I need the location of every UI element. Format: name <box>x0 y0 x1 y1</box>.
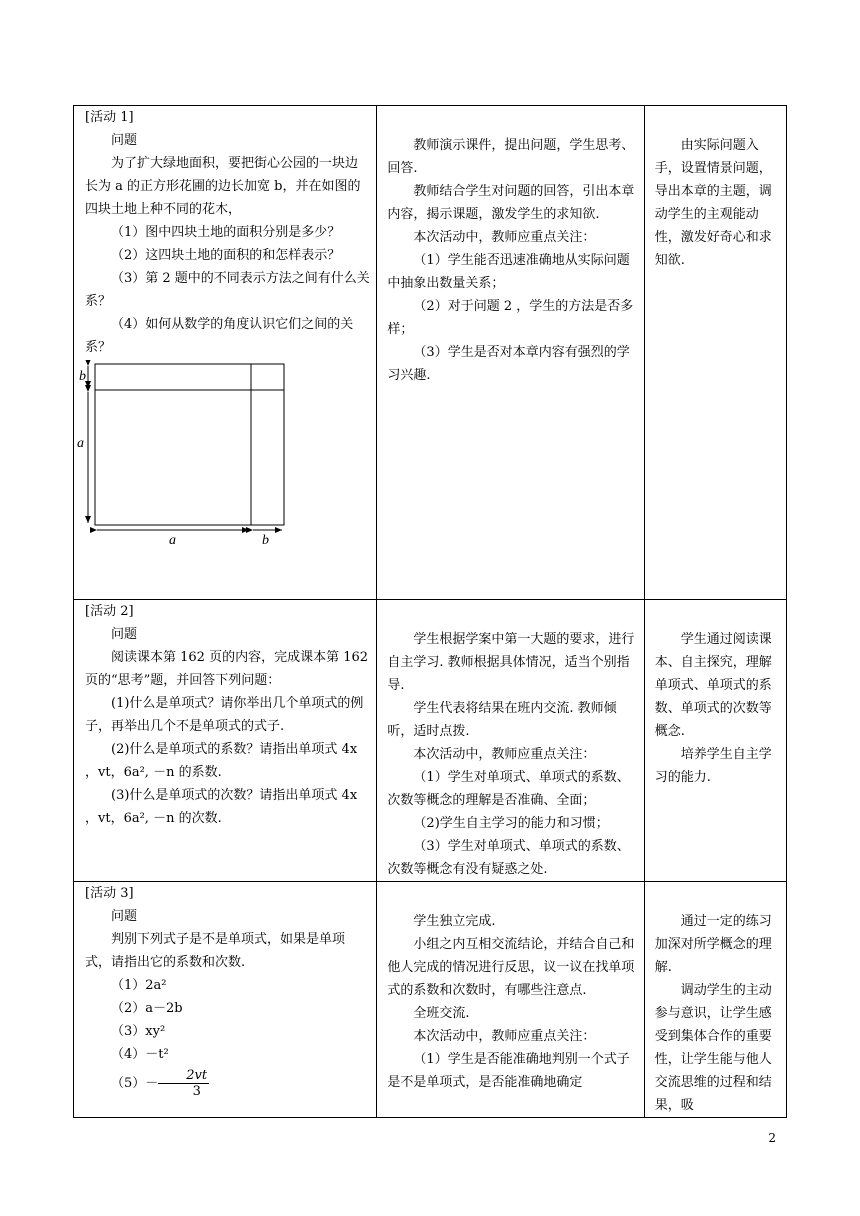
activity-1-left-cell <box>74 106 377 600</box>
activity-2-teacher-3: 本次活动中，教师应重点关注： <box>413 747 596 762</box>
activity-1-tag: [活动 1] <box>85 110 134 125</box>
activity-3-question-text: 判别下列式子是不是单项式，如果是单项式，请指出它的系数和次数. <box>85 932 346 970</box>
fraction-numerator: 2vt <box>158 1068 209 1084</box>
activity-3-teacher-5: （1）学生是否能准确地判别一个式子是不是单项式，是否能准确地确定 <box>387 1052 630 1090</box>
activity-3-item-1: （1）2a² <box>111 978 167 993</box>
activity-3-tag: [活动 3] <box>85 886 134 901</box>
activity-1-intent: 由实际问题入手，设置情景问题，导出本章的主题，调动学生的主观能动性，激发好奇心和求知欲. <box>654 138 772 268</box>
activity-2-right-cell <box>644 600 786 882</box>
activity-1-question-1: （1）图中四块土地的面积分别是多少？ <box>111 225 341 240</box>
activity-3-teacher-3: 全班交流. <box>413 1006 470 1021</box>
activity-row-3 <box>74 882 787 1118</box>
lesson-table <box>73 105 787 1118</box>
activity-2-middle-cell <box>377 600 644 882</box>
activity-2-question-heading: 问题 <box>111 627 138 642</box>
activity-3-right-cell <box>644 882 786 1118</box>
activity-1-question-2: （2）这四块土地的面积的和怎样表示？ <box>111 248 341 263</box>
activity-2-question-1: (1)什么是单项式？请你举出几个单项式的例子，再举出几个不是单项式的式子. <box>85 696 364 734</box>
activity-1-teacher-3: 本次活动中，教师应重点关注： <box>413 230 596 245</box>
activity-3-teacher-4: 本次活动中，教师应重点关注： <box>413 1029 596 1044</box>
activity-1-teacher-5: （2）对于问题 2 ，学生的方法是否多样； <box>387 299 634 337</box>
activity-2-question-3: (3)什么是单项式的次数？请指出单项式 4x ，vt，6a², －n 的次数. <box>85 788 358 826</box>
activity-2-left-cell <box>74 600 377 882</box>
activity-3-question-heading: 问题 <box>111 909 138 924</box>
activity-3-item-4: （4）－t² <box>111 1047 169 1062</box>
square-garden-figure <box>74 360 294 545</box>
activity-2-question-2: (2)什么是单项式的系数？请指出单项式 4x ，vt，6a², －n 的系数. <box>85 742 358 780</box>
activity-1-middle-cell <box>377 106 644 600</box>
activity-2-intent-2: 培养学生自主学习的能力. <box>654 747 772 785</box>
fraction-denominator: 3 <box>192 1084 201 1099</box>
activity-2-intent-1: 学生通过阅读课本、自主探究，理解单项式、单项式的系数、单项式的次数等概念. <box>654 632 772 739</box>
activity-1-question-4: （4）如何从数学的角度认识它们之间的关系？ <box>85 317 354 355</box>
activity-1-teacher-1: 教师演示课件，提出问题，学生思考、回答. <box>387 138 635 176</box>
label-b-bottom: b <box>262 533 269 545</box>
activity-1-question-text: 为了扩大绿地面积，要把街心公园的一块边长为 a 的正方形花圃的边长加宽 b，并在如图的四块土地上种不同的花木， <box>85 156 361 217</box>
activity-1-teacher-4: （1）学生能否迅速准确地从实际问题中抽象出数量关系； <box>387 253 630 291</box>
activity-2-teacher-1: 学生根据学案中第一大题的要求，进行自主学习. 教师根据具体情况，适当个别指导. <box>387 632 635 693</box>
activity-1-question-heading: 问题 <box>111 133 138 148</box>
label-a-bottom: a <box>169 533 176 545</box>
activity-1-teacher-6: （3）学生是否对本章内容有强烈的学习兴趣. <box>387 345 630 383</box>
activity-1-right-cell <box>644 106 786 600</box>
activity-2-question-text: 阅读课本第 162 页的内容，完成课本第 162 页的“思考”题，并回答下列问题： <box>85 650 369 688</box>
activity-3-item-3: （3）xy² <box>111 1024 166 1039</box>
activity-3-intent-1: 通过一定的练习加深对所学概念的理解. <box>654 914 772 975</box>
activity-3-item-5 <box>85 1068 370 1099</box>
activity-3-teacher-2: 小组之内互相交流结论，并结合自己和他人完成的情况进行反思，议一议在找单项式的系数和次数时，有哪些注意点. <box>387 937 635 998</box>
activity-3-teacher-1: 学生独立完成. <box>413 914 496 929</box>
activity-row-1 <box>74 106 787 600</box>
activity-1-question-3: （3）第 2 题中的不同表示方法之间有什么关系？ <box>85 271 370 309</box>
activity-2-teacher-6: （3）学生对单项式、单项式的系数、次数等概念有没有疑惑之处. <box>387 839 630 877</box>
activity-2-teacher-5: （2)学生自主学习的能力和习惯； <box>413 816 609 831</box>
activity-2-tag: [活动 2] <box>85 604 134 619</box>
activity-3-intent-2: 调动学生的主动参与意识，让学生感受到集体合作的重要性，让学生能与他人交流思维的过程和结果，吸 <box>654 983 772 1113</box>
activity-row-2 <box>74 600 787 882</box>
fraction <box>158 1068 209 1099</box>
activity-3-item-5-prefix: （5）－ <box>111 1076 159 1091</box>
activity-3-item-2: （2）a－2b <box>111 1001 183 1016</box>
label-a-left: a <box>77 436 84 451</box>
activity-3-middle-cell <box>377 882 644 1118</box>
activity-3-left-cell <box>74 882 377 1118</box>
activity-1-teacher-2: 教师结合学生对问题的回答，引出本章内容，揭示课题，激发学生的求知欲. <box>387 184 635 222</box>
activity-2-teacher-4: （1）学生对单项式、单项式的系数、次数等概念的理解是否准确、全面； <box>387 770 630 808</box>
activity-2-teacher-2: 学生代表将结果在班内交流. 教师倾听，适时点拨. <box>387 701 617 739</box>
page-number: 2 <box>768 1131 776 1145</box>
label-b-left: b <box>79 369 86 384</box>
garden-outer-rect <box>95 364 284 525</box>
